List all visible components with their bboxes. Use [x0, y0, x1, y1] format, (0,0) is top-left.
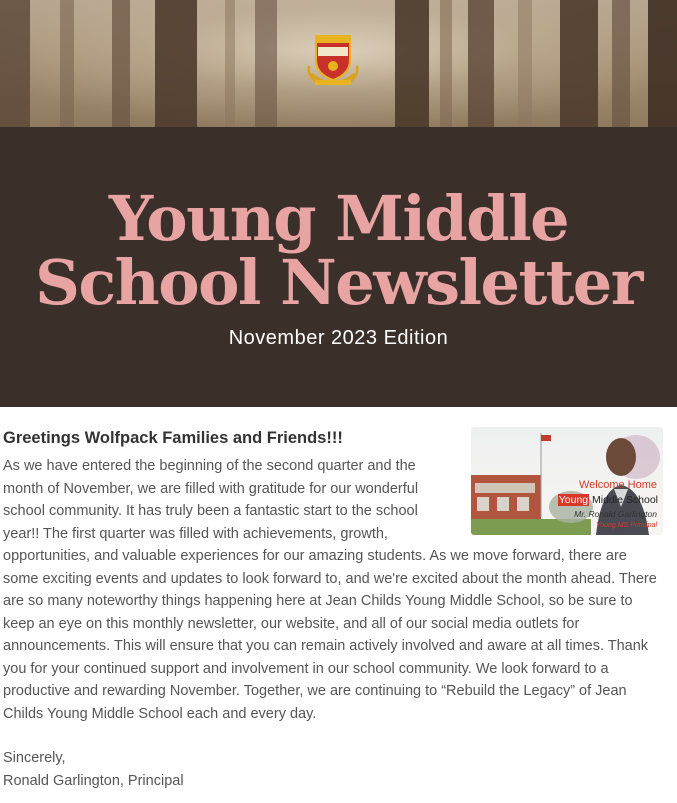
forest-banner	[0, 0, 677, 127]
letter-greeting: Greetings Wolfpack Families and Friends!!!	[3, 429, 343, 447]
newsletter-title: Young Middle School Newsletter	[35, 182, 642, 319]
newsletter-title-band	[0, 127, 677, 407]
photo-caption-welcome: Welcome Home	[578, 479, 657, 491]
newsletter-content	[3, 427, 663, 792]
letter-closing: Sincerely,	[3, 750, 66, 766]
letter-body: As we have entered the beginning of the second quarter and the month of November, we are filled with gratitude for our wonderful school community. It has truly been a fantastic start to the school year!! The first quarter was filled with achievements, growth, opportunities, and valuable experiences for our amazing students. As we move forward, there are some exciting events and updates to look forward to, and we're excited about the month ahead. There are so many noteworthy things happening here at Jean Childs Young Middle School, so be sure to keep an eye on this monthly newsletter, our website, and all of our social media outlets for announcements. This will ensure that you can remain actively involved and aware at all times. Thank you for your continued support and involvement in our school community. We look forward to a productive and rewarding November. Together, we are continuing to “Rebuild the Legacy” of Jean Childs Young Middle School each and every day.	[3, 458, 657, 722]
letter-signature: Ronald Garlington, Principal	[3, 772, 184, 789]
photo-caption-role: Young MS Principal	[595, 522, 657, 529]
photo-caption-name: Mr. Ronald Garlington	[574, 509, 657, 519]
newsletter-edition: November 2023 Edition	[228, 327, 449, 349]
letter-signoff	[3, 747, 663, 792]
principal-welcome-photo	[471, 427, 663, 535]
school-crest-logo	[303, 30, 363, 90]
photo-caption-school: Young Middle School	[558, 494, 658, 506]
